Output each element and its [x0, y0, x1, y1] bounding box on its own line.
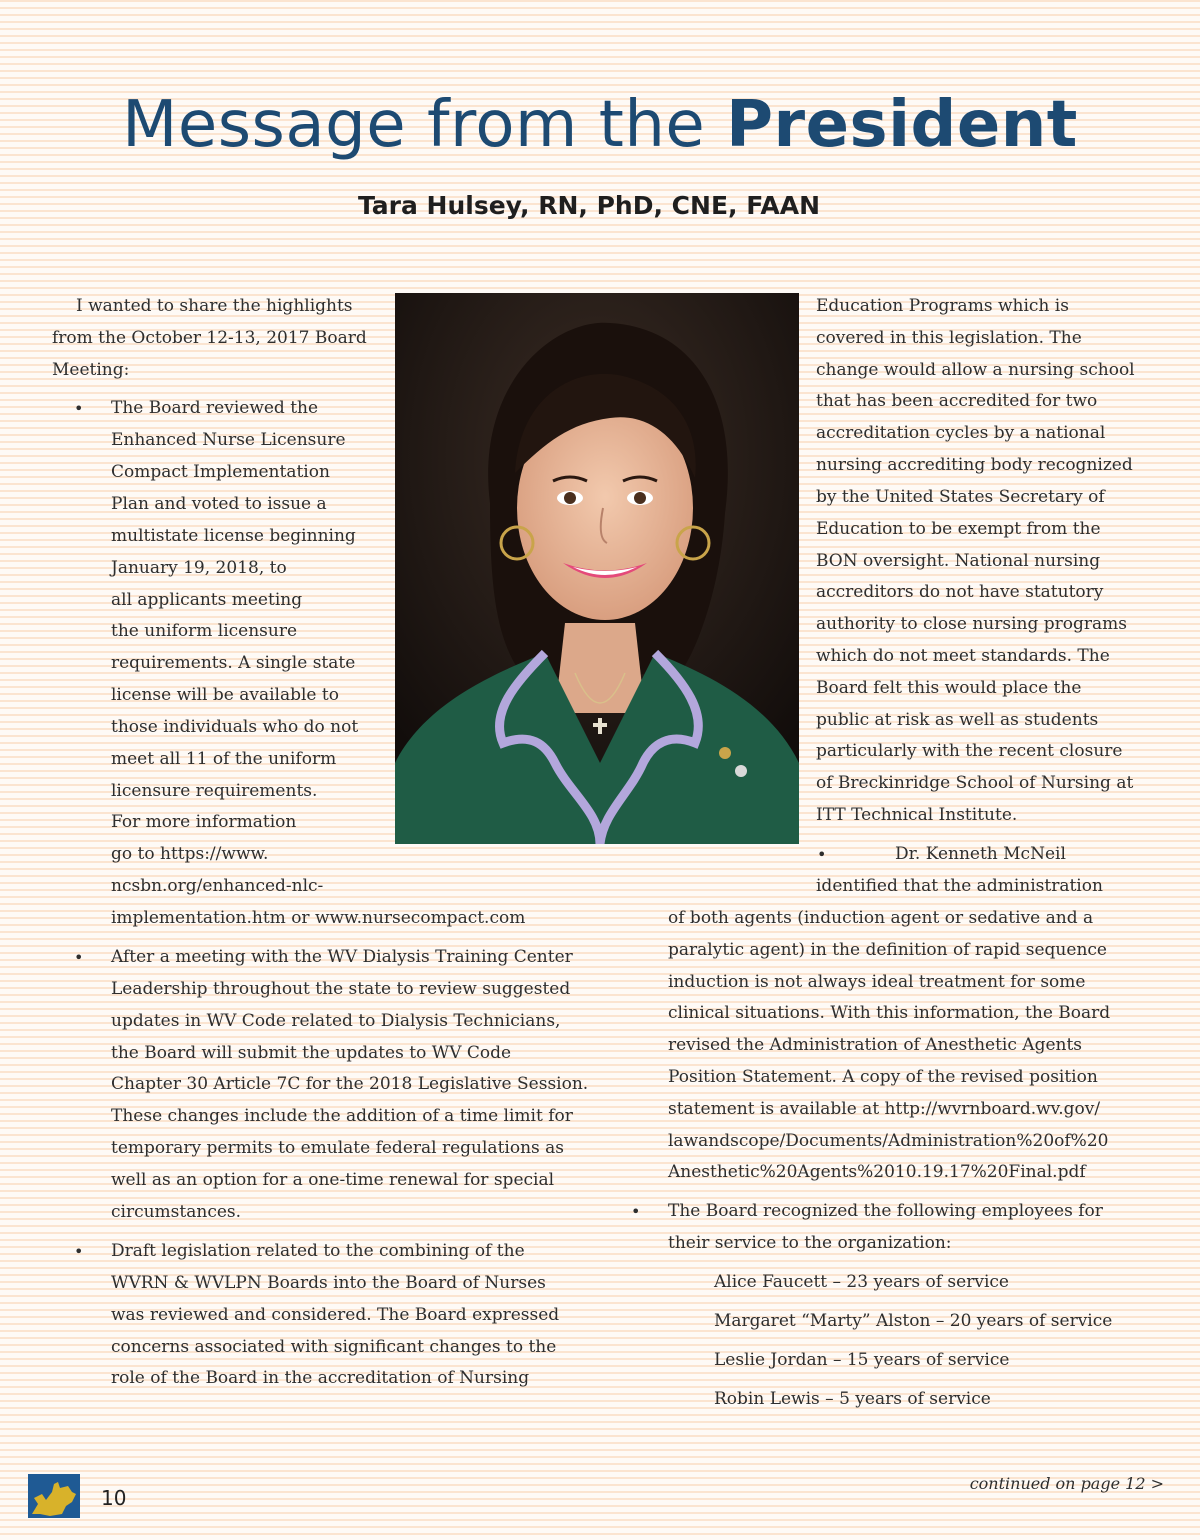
page-title	[0, 88, 1200, 162]
bullet2-line: Chapter 30 Article 7C for the 2018 Legislative Session.	[111, 1074, 589, 1094]
bullet4-line: identified that the administration	[816, 876, 1103, 896]
president-portrait-photo	[395, 293, 799, 844]
bullet1-line: The Board reviewed the	[111, 398, 319, 418]
bullet1-line: the uniform licensure	[111, 621, 298, 641]
right-line: nursing accrediting body recognized	[816, 455, 1133, 475]
bullet-marker: •	[631, 1202, 641, 1221]
right-line: Education to be exempt from the	[816, 519, 1101, 539]
bullet3-line: Draft legislation related to the combining of the	[111, 1241, 525, 1261]
bullet1-line: Compact Implementation	[111, 462, 330, 482]
right-line: Education Programs which is	[816, 296, 1069, 316]
bullet4-line: revised the Administration of Anesthetic Agents	[668, 1035, 1083, 1055]
right-line: Board felt this would place the	[816, 678, 1082, 698]
bullet-marker: •	[817, 845, 827, 864]
bullet4-line: of both agents (induction agent or sedative and a	[668, 908, 1094, 928]
bullet2-line: After a meeting with the WV Dialysis Training Center	[111, 947, 573, 967]
bullet1-line: all applicants meeting	[111, 590, 303, 610]
bullet2-line: updates in WV Code related to Dialysis Technicians,	[111, 1011, 561, 1031]
title-bold: President	[726, 88, 1078, 162]
bullet2-line: circumstances.	[111, 1202, 242, 1222]
right-line: accreditation cycles by a national	[816, 423, 1106, 443]
bullet-marker: •	[74, 948, 84, 967]
intro-line: I wanted to share the highlights	[76, 296, 353, 316]
bullet5-line: their service to the organization:	[668, 1233, 952, 1253]
bullet1-line: requirements. A single state	[111, 653, 356, 673]
bullet4-line: statement is available at http://wvrnboard.wv.gov/	[668, 1099, 1101, 1119]
page-number: 10	[101, 1486, 127, 1510]
bullet2-line: well as an option for a one-time renewal for special	[111, 1170, 555, 1190]
service-entry: Leslie Jordan – 15 years of service	[714, 1350, 1010, 1370]
bullet-marker: •	[74, 399, 84, 418]
bullet4-line: Anesthetic%20Agents%2010.19.17%20Final.pdf	[668, 1162, 1086, 1182]
right-line: change would allow a nursing school	[816, 360, 1135, 380]
right-line: covered in this legislation. The	[816, 328, 1082, 348]
bullet1-line: go to https://www.	[111, 844, 269, 864]
right-line: accreditors do not have statutory	[816, 582, 1104, 602]
intro-line: Meeting:	[52, 360, 130, 380]
right-line: particularly with the recent closure	[816, 741, 1123, 761]
bullet4-first-line: Dr. Kenneth McNeil	[895, 844, 1066, 864]
bullet1-line: January 19, 2018, to	[111, 558, 287, 578]
bullet3-line: WVRN & WVLPN Boards into the Board of Nurses	[111, 1273, 546, 1293]
continued-note: continued on page 12 >	[969, 1474, 1164, 1493]
bullet1-line: license will be available to	[111, 685, 339, 705]
bullet1-line: meet all 11 of the uniform	[111, 749, 337, 769]
right-line: which do not meet standards. The	[816, 646, 1110, 666]
right-line: public at risk as well as students	[816, 710, 1099, 730]
bullet3-line: concerns associated with significant changes to the	[111, 1337, 557, 1357]
right-line: that has been accredited for two	[816, 391, 1098, 411]
author-byline: Tara Hulsey, RN, PhD, CNE, FAAN	[357, 191, 821, 220]
bullet1-line: licensure requirements.	[111, 781, 318, 801]
right-line: by the United States Secretary of	[816, 487, 1105, 507]
bullet3-line: role of the Board in the accreditation of Nursing	[111, 1368, 530, 1388]
bullet2-line: temporary permits to emulate federal regulations as	[111, 1138, 565, 1158]
bullet4-line: Position Statement. A copy of the revised position	[668, 1067, 1098, 1087]
bullet2-line: These changes include the addition of a time limit for	[111, 1106, 573, 1126]
bullet4-line: induction is not always ideal treatment for some	[668, 972, 1086, 992]
west-virginia-logo-icon	[28, 1474, 80, 1518]
bullet1-line: Plan and voted to issue a	[111, 494, 327, 514]
service-entry: Robin Lewis – 5 years of service	[714, 1389, 991, 1409]
bullet-marker: •	[74, 1242, 84, 1261]
bullet3-line: was reviewed and considered. The Board expressed	[111, 1305, 560, 1325]
bullet1-line: those individuals who do not	[111, 717, 359, 737]
bullet1-line: Enhanced Nurse Licensure	[111, 430, 346, 450]
service-entry: Alice Faucett – 23 years of service	[714, 1272, 1009, 1292]
intro-line: from the October 12-13, 2017 Board	[52, 328, 367, 348]
bullet4-line: clinical situations. With this information, the Board	[668, 1003, 1111, 1023]
bullet1-line: For more information	[111, 812, 297, 832]
bullet1-line: ncsbn.org/enhanced-nlc-	[111, 876, 324, 896]
bullet4-line: lawandscope/Documents/Administration%20of%20	[668, 1131, 1109, 1151]
bullet5-line: The Board recognized the following employees for	[668, 1201, 1103, 1221]
right-line: authority to close nursing programs	[816, 614, 1128, 634]
bullet1-line: implementation.htm or www.nursecompact.com	[111, 908, 526, 928]
right-line: of Breckinridge School of Nursing at	[816, 773, 1134, 793]
right-line: BON oversight. National nursing	[816, 551, 1101, 571]
title-light: Message from the	[122, 88, 706, 162]
right-line: ITT Technical Institute.	[816, 805, 1018, 825]
bullet4-line: paralytic agent) in the definition of rapid sequence	[668, 940, 1107, 960]
bullet2-line: Leadership throughout the state to review suggested	[111, 979, 571, 999]
bullet2-line: the Board will submit the updates to WV Code	[111, 1043, 512, 1063]
bullet1-line: multistate license beginning	[111, 526, 356, 546]
service-entry: Margaret “Marty” Alston – 20 years of service	[714, 1311, 1113, 1331]
